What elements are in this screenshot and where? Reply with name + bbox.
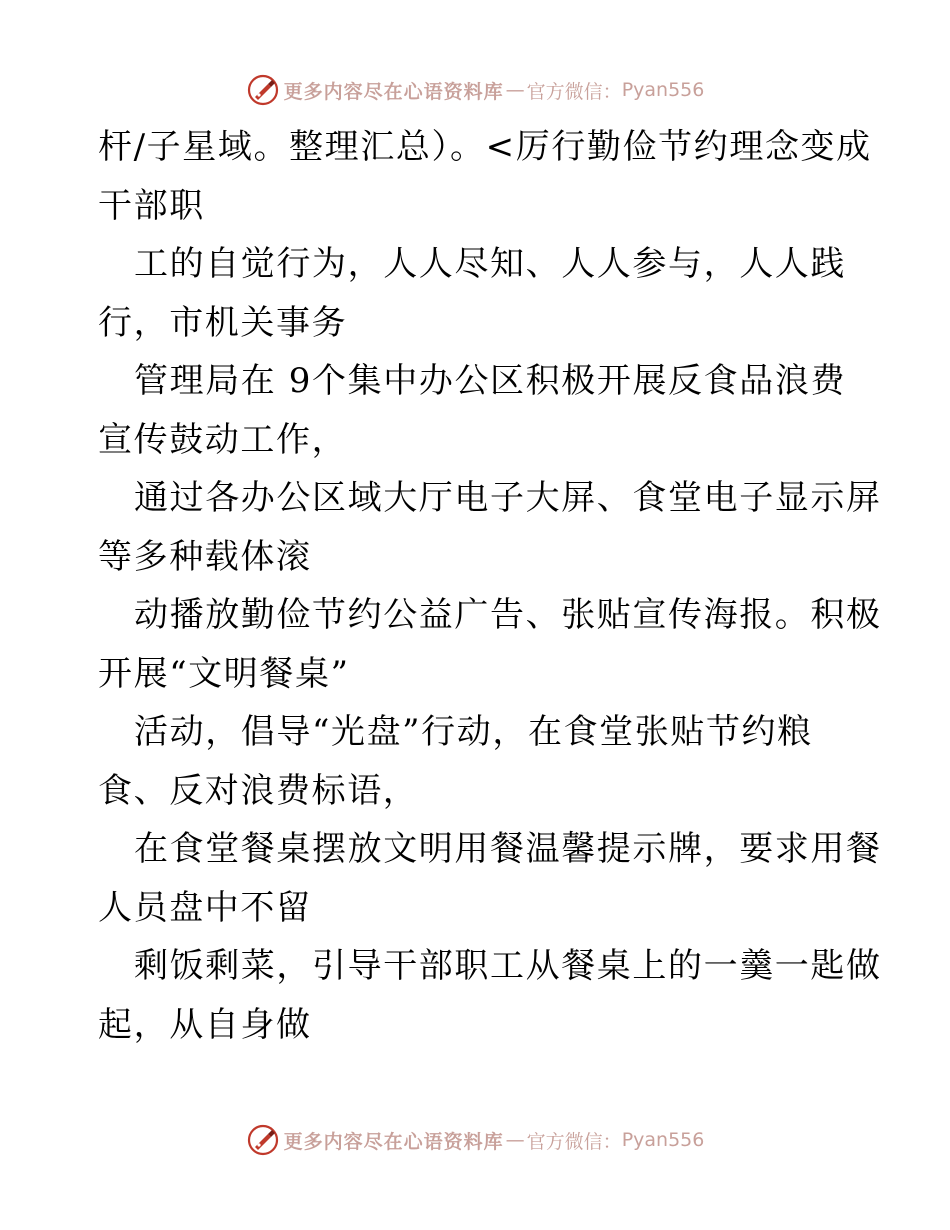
footer-wechat-id: Pyan556: [621, 1129, 705, 1151]
text-line: 动播放勤俭节约公益广告、张贴宣传海报。积极: [134, 595, 882, 635]
header-banner: [0, 70, 950, 110]
header-dash: —: [505, 79, 525, 101]
text-line: 宣传鼓动工作，: [98, 419, 348, 460]
header-site-text: 更多内容尽在心语资料库: [283, 80, 504, 103]
text-line: 剩饭剩菜，引导干部职工从餐桌上的一羹一匙做: [134, 946, 882, 986]
document-body: [98, 118, 882, 1054]
text-line: 行，市机关事务: [98, 302, 348, 343]
text-line: 食、反对浪费标语，: [98, 770, 419, 811]
text-line: 在食堂餐桌摆放文明用餐温馨提示牌，要求用餐: [134, 829, 882, 869]
pen-nib-logo-icon: [246, 73, 280, 107]
text-line: 工的自觉行为，人人尽知、人人参与，人人践: [134, 244, 846, 284]
footer-dash: —: [505, 1129, 525, 1151]
text-line: 管理局在 9个集中办公区积极开展反食品浪费: [134, 361, 847, 401]
text-line: 活动，倡导“光盘”行动，在食堂张贴节约粮: [134, 712, 813, 752]
text-line: 起，从自身做: [98, 1004, 312, 1045]
footer-site-text: 更多内容尽在心语资料库: [283, 1130, 504, 1153]
text-line: 通过各办公区域大厅电子大屏、食堂电子显示屏: [134, 478, 882, 518]
text-line: 干部职: [98, 185, 205, 226]
footer-wechat-label: 官方微信：: [526, 1130, 622, 1153]
text-line: 开展“文明餐桌”: [98, 653, 350, 694]
text-line: 人员盘中不留: [98, 887, 312, 928]
text-line: 杆/子星域。整理汇总）。<厉行勤俭节约理念变成: [98, 127, 872, 167]
header-wechat-label: 官方微信：: [526, 80, 622, 103]
footer-banner: [0, 1120, 950, 1160]
pen-nib-logo-icon: [246, 1123, 280, 1157]
text-line: 等多种载体滚: [98, 536, 312, 577]
header-wechat-id: Pyan556: [621, 79, 705, 101]
